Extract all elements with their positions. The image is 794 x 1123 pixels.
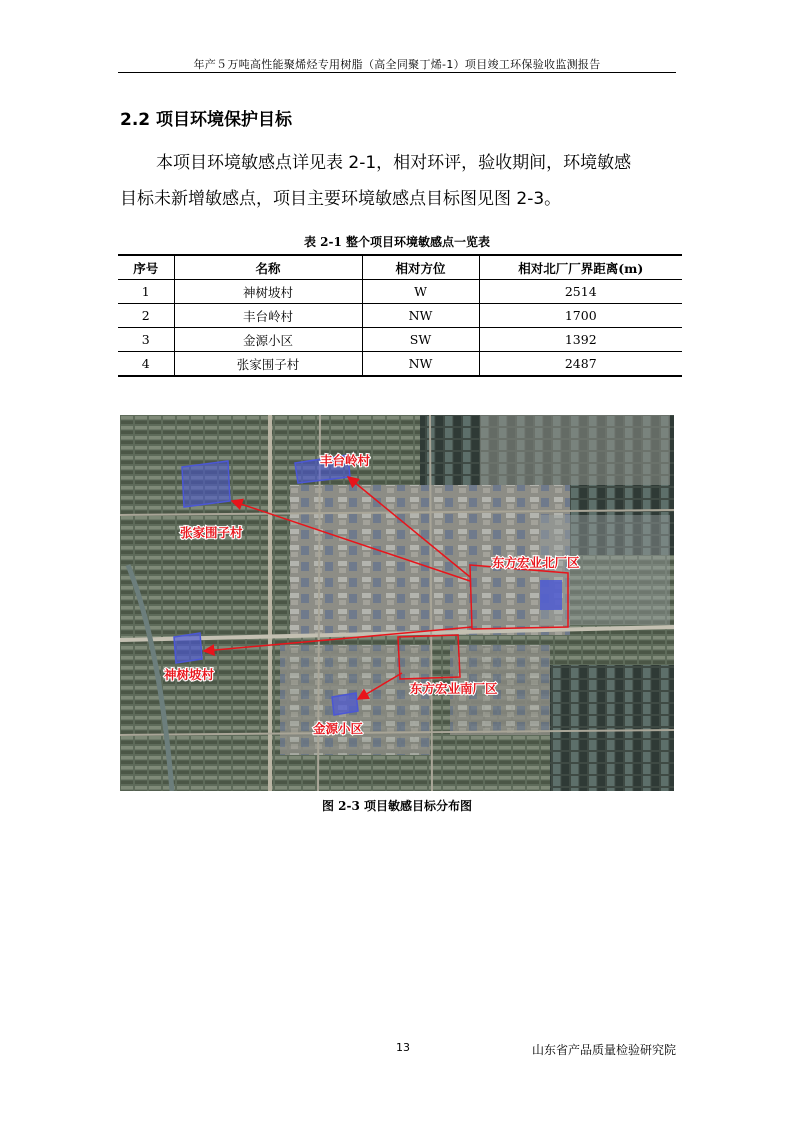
zhangjiaweizi-zone [182, 461, 230, 507]
body-paragraph [120, 145, 676, 217]
label-south-plant: 东方宏业南厂区 [410, 681, 498, 696]
col-header-direction: 相对方位 [362, 255, 479, 280]
cell-distance: 2514 [479, 280, 682, 304]
figure-caption: 图 2-3 项目敏感目标分布图 [321, 799, 473, 813]
table-row [118, 304, 682, 328]
label-shenshupo: 神树坡村 [164, 667, 215, 682]
cell-distance: 2487 [479, 352, 682, 377]
table-header-row [118, 255, 682, 280]
cell-name: 张家围子村 [174, 352, 362, 377]
col-header-distance: 相对北厂厂界距离(m) [479, 255, 682, 280]
satellite-map [120, 415, 674, 791]
cell-index: 2 [118, 304, 174, 328]
label-zhangjiaweizi: 张家围子村 [180, 525, 243, 540]
label-north-plant: 东方宏业北厂区 [492, 555, 580, 570]
cell-distance: 1392 [479, 328, 682, 352]
footer-organization: 山东省产品质量检验研究院 [531, 1043, 676, 1057]
page-number: 13 [396, 1041, 410, 1054]
jinyuan-zone [332, 693, 358, 715]
label-fengtailing: 丰台岭村 [320, 453, 371, 468]
cell-name: 神树坡村 [174, 280, 362, 304]
header-rule [118, 72, 676, 73]
section-title: 2.2 项目环境保护目标 [120, 110, 293, 130]
sensitive-points-table [118, 254, 682, 377]
cell-index: 3 [118, 328, 174, 352]
cell-index: 1 [118, 280, 174, 304]
col-header-name: 名称 [174, 255, 362, 280]
cell-name: 丰台岭村 [174, 304, 362, 328]
page-header: 年产５万吨高性能聚烯烃专用树脂（高全同聚丁烯-1）项目竣工环保验收监测报告 [193, 58, 601, 71]
table-row [118, 328, 682, 352]
col-header-index: 序号 [118, 255, 174, 280]
label-jinyuan: 金源小区 [313, 721, 364, 736]
cell-index: 4 [118, 352, 174, 377]
table-row [118, 280, 682, 304]
paragraph-line-1: 本项目环境敏感点详见表 2-1，相对环评，验收期间，环境敏感 [156, 153, 632, 173]
table-caption: 表 2-1 整个项目环境敏感点一览表 [303, 235, 491, 249]
cell-name: 金源小区 [174, 328, 362, 352]
paragraph-line-2: 目标未新增敏感点，项目主要环境敏感点目标图见图 2-3。 [120, 189, 562, 209]
cell-direction: NW [362, 352, 479, 377]
shenshupo-zone [174, 633, 202, 663]
cell-distance: 1700 [479, 304, 682, 328]
cell-direction: SW [362, 328, 479, 352]
cell-direction: NW [362, 304, 479, 328]
cell-direction: W [362, 280, 479, 304]
table-row [118, 352, 682, 377]
